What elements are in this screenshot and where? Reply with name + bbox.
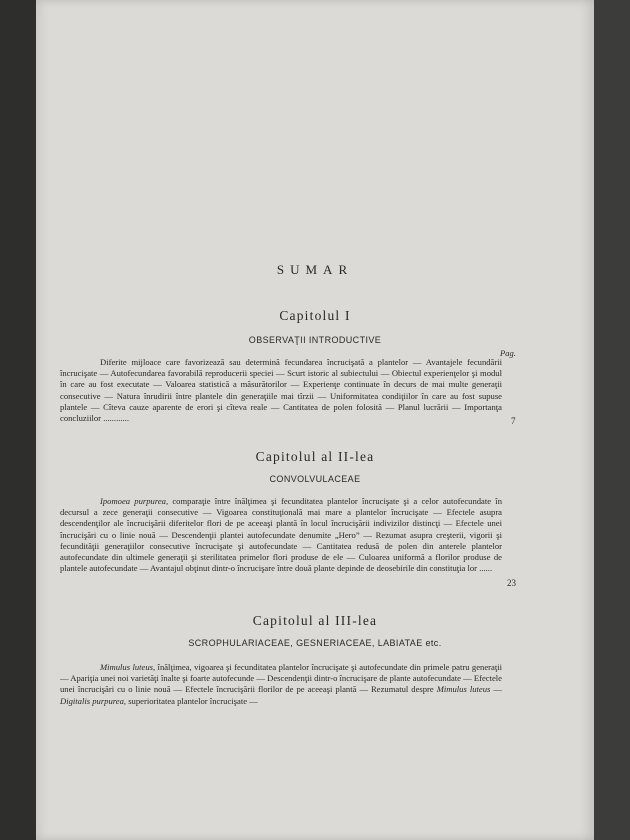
chapter-1-page: 7 (511, 416, 516, 426)
chapter-3-lead-species: Mimulus luteus (100, 662, 154, 672)
chapter-3-body-d: , superioritatea plantelor încrucişate — (123, 695, 258, 706)
page-column-label: Pag. (500, 348, 516, 358)
chapter-1-text: Diferite mijloace care favorizează sau determină fecundarea încrucişată a plantelor — Avantajele fecundării încrucişate — Autofecundarea favorabilă reproducerii speciei — Scurt istoric al subiectului — Obiectul experienţelor şi modul în care au fost executate — Valoarea statistică a măsurătorilor — Experienţe continuate în decurs de mai multe generaţii consecutive — Natura înrudirii între plantele din generaţiile mai tîrzii — Uniformitatea condiţiilor în care au fost supuse plantele — Cîteva cauze aparente de erori şi cîteva reale — Cantitatea de polen folosită — Planul lucrării — Importanţa concluziilor ............ (60, 357, 502, 424)
chapter-2-lead-species: Ipomoea purpurea (100, 496, 166, 506)
right-background (594, 0, 630, 840)
chapter-3-title: Capitolul al III-lea (252, 613, 378, 628)
chapter-3-separator: — (490, 684, 502, 695)
chapter-1-title: Capitolul I (279, 308, 351, 323)
chapter-2-subtitle: CONVOLVULACEAE (269, 474, 361, 484)
chapter-2-title: Capitolul al II-lea (255, 449, 375, 464)
chapter-2-text (60, 496, 502, 574)
chapter-3-species-c: Digitalis purpurea (60, 695, 124, 706)
chapter-1-subtitle: OBSERVAŢII INTRODUCTIVE (248, 335, 382, 345)
chapter-3-text (60, 662, 502, 707)
chapter-3-subtitle: SCROPHULARIACEAE, GESNERIACEAE, LABIATAE etc. (188, 638, 442, 648)
left-binding-shadow (0, 0, 36, 840)
summary-heading: SUMAR (276, 262, 354, 277)
chapter-2-body: , comparaţie între înălţimea şi fecunditatea plantelor încrucişate şi a celor autofecundate în decursul a zece generaţii consecutive — Vigoarea constituţională mai mare a plantelor încrucişate — Efectele asupra descendenţilor ale încrucişării diferitelor flori de pe aceeaşi plantă în locul încrucişării indivizilor distincţi — Efectele unei încrucişări cu o linie nouă — Descendenţii plantei autofecundate denumite „Hero” — Rezumat asupra creşterii, vigorii şi fecundităţii generaţiilor consecutive încrucişate şi autofecundate — Cantitatea redusă de polen din anterele plantelor autofecundate din ultimele generaţii şi sterilitatea primelor flori produse de ele — Culoarea uniformă a florilor produse de plantele autofecundate — Avantajul obţinut dintr-o încrucişare între două plante depinde de deosebirile din constituţia lor ...... (60, 496, 502, 574)
chapter-2-page: 23 (507, 578, 516, 588)
book-page (36, 0, 594, 840)
chapter-3-species-b: Mimulus luteus (436, 684, 491, 695)
chapter-3-body-a: , înălţimea, vigoarea şi fecunditatea plantelor încrucişate şi autofecundate din primele patru generaţii — Apariţia unei noi varietăţi înalte şi foarte autofecunde — Descendenţii dintr-o încrucişare de plante autofecundate — Efectele unei încrucişări cu o linie nouă — Efectele încrucişării florilor de pe aceeaşi plantă — Rezumatul despre (60, 662, 502, 695)
